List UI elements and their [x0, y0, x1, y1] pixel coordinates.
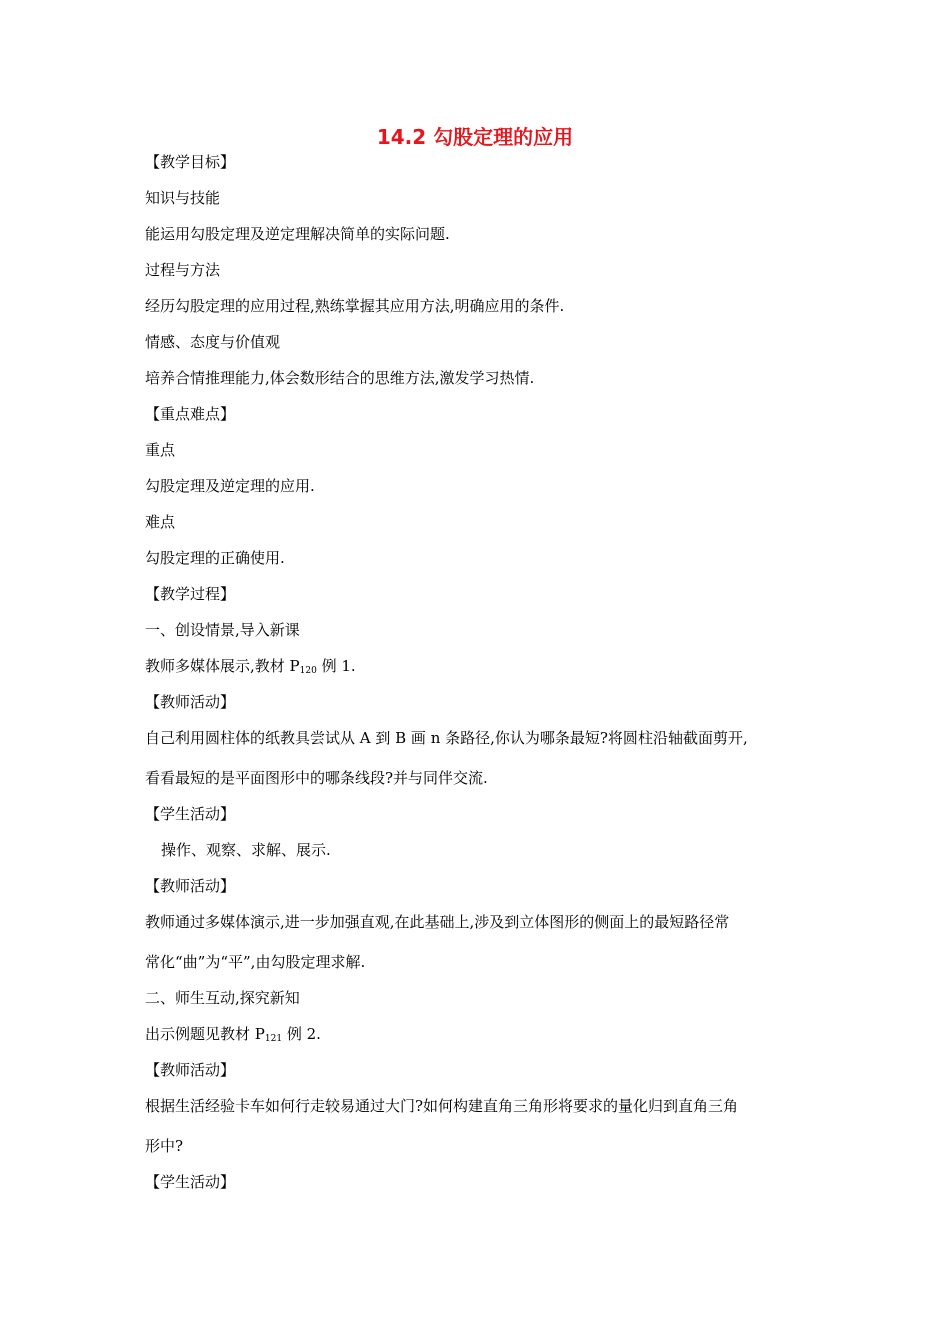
- paragraph: 勾股定理的正确使用.: [145, 549, 285, 567]
- paragraph-text: 教师多媒体展示,教材 P: [145, 657, 300, 675]
- subheading-step-two: 二、师生互动,探究新知: [145, 989, 300, 1007]
- subheading-difficulty: 难点: [145, 513, 176, 531]
- paragraph-text: 例 1.: [316, 657, 356, 675]
- section-heading-student-activity: 【学生活动】: [145, 1173, 236, 1191]
- subheading-knowledge-skills: 知识与技能: [145, 189, 221, 207]
- paragraph: [145, 655, 356, 682]
- paragraph: 经历勾股定理的应用过程,熟练掌握其应用方法,明确应用的条件.: [145, 297, 565, 315]
- subheading-step-one: 一、创设情景,导入新课: [145, 621, 300, 639]
- page-subscript: 120: [299, 666, 317, 676]
- paragraph-text: 例 2.: [282, 1025, 321, 1043]
- paragraph: 自己利用圆柱体的纸教具尝试从 A 到 B 画 n 条路径,你认为哪条最短?将圆柱沿轴截面剪开,: [145, 729, 748, 747]
- document-title: 14.2 勾股定理的应用: [376, 125, 574, 149]
- section-heading-teaching-goals: 【教学目标】: [145, 153, 236, 171]
- paragraph: 培养合情推理能力,体会数形结合的思维方法,激发学习热情.: [145, 369, 535, 387]
- section-heading-teaching-process: 【教学过程】: [145, 585, 236, 603]
- section-heading-key-points: 【重点难点】: [145, 405, 236, 423]
- paragraph: 看看最短的是平面图形中的哪条线段?并与同伴交流.: [145, 769, 488, 787]
- subheading-key-point: 重点: [145, 441, 176, 459]
- subheading-process-method: 过程与方法: [145, 261, 221, 279]
- subheading-emotion-attitude: 情感、态度与价值观: [145, 333, 281, 351]
- section-heading-student-activity: 【学生活动】: [145, 805, 236, 823]
- paragraph: 常化“曲”为“平”,由勾股定理求解.: [145, 953, 366, 971]
- section-heading-teacher-activity: 【教师活动】: [145, 1061, 236, 1079]
- page-subscript: 121: [264, 1034, 283, 1044]
- paragraph: 根据生活经验卡车如何行走较易通过大门?如何构建直角三角形将要求的量化归到直角三角: [145, 1097, 739, 1115]
- paragraph: 勾股定理及逆定理的应用.: [145, 477, 315, 495]
- section-heading-teacher-activity: 【教师活动】: [145, 693, 236, 711]
- paragraph: 操作、观察、求解、展示.: [161, 841, 331, 859]
- paragraph: 教师通过多媒体演示,进一步加强直观,在此基础上,涉及到立体图形的侧面上的最短路径常: [145, 913, 730, 931]
- paragraph: [145, 1023, 321, 1050]
- section-heading-teacher-activity: 【教师活动】: [145, 877, 236, 895]
- paragraph: 能运用勾股定理及逆定理解决简单的实际问题.: [145, 225, 450, 243]
- paragraph: 形中?: [145, 1137, 184, 1155]
- paragraph-text: 出示例题见教材 P: [145, 1025, 265, 1043]
